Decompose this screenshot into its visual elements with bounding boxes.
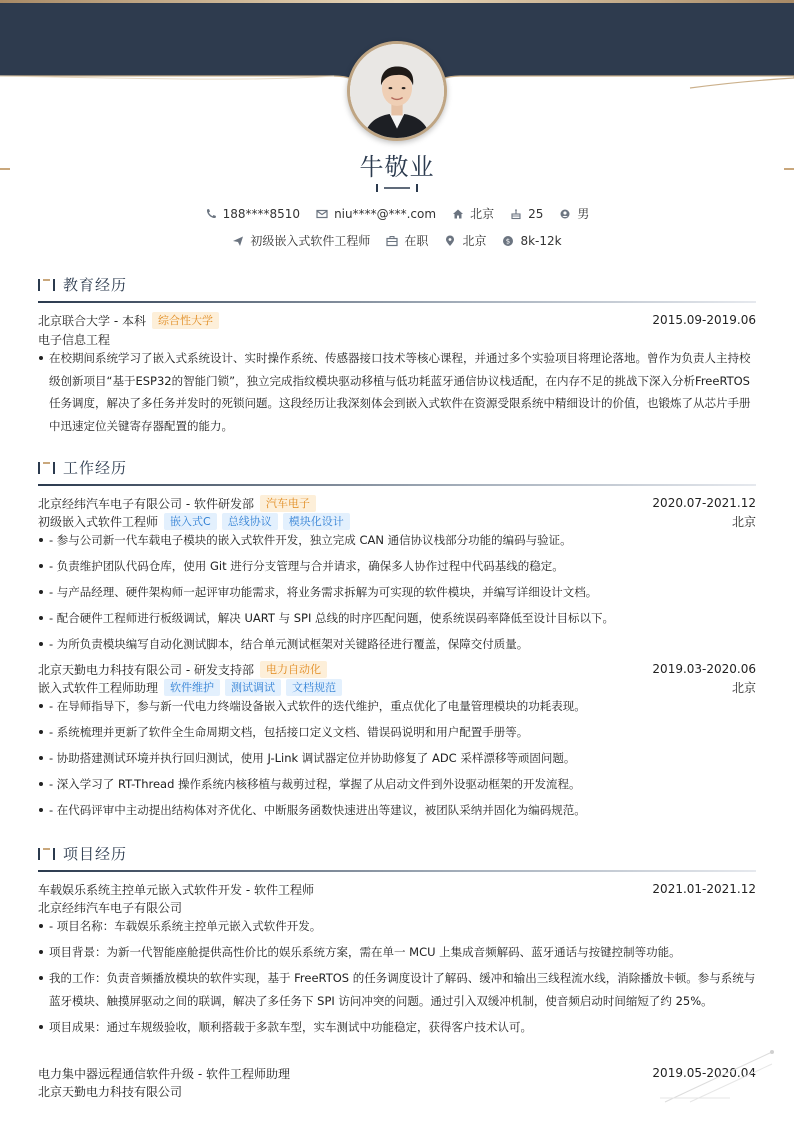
project-company-row bbox=[38, 898, 756, 916]
section-mark-icon bbox=[38, 461, 56, 475]
project-company: 北京经纬汽车电子有限公司 bbox=[38, 900, 183, 915]
project-name: 电力集中器远程通信软件升级 - 软件工程师助理 bbox=[38, 1066, 290, 1081]
section-divider bbox=[38, 870, 756, 872]
job-header bbox=[38, 494, 756, 512]
location-icon bbox=[444, 235, 456, 247]
job-city: 北京 bbox=[731, 680, 756, 695]
job-position: 嵌入式软件工程师助理 bbox=[38, 680, 159, 695]
section-mark-icon bbox=[38, 847, 56, 861]
project-header bbox=[38, 880, 756, 898]
contact-gender: 男 bbox=[559, 205, 589, 222]
school-name: 北京联合大学 - 本科 bbox=[38, 313, 146, 328]
intent-position: 初级嵌入式软件工程师 bbox=[232, 232, 370, 249]
list-item: - 参与公司新一代车载电子模块的嵌入式软件开发，独立完成 CAN 通信协议栈部分功能的编码与验证。 bbox=[38, 529, 756, 552]
gender-icon bbox=[559, 208, 571, 220]
section-projects bbox=[38, 841, 756, 869]
skill-tag: 总线协议 bbox=[222, 513, 278, 530]
job-position-row bbox=[38, 512, 756, 530]
skill-tag: 嵌入式C bbox=[164, 513, 217, 530]
briefcase-icon bbox=[386, 235, 398, 247]
job-city: 北京 bbox=[731, 514, 756, 529]
list-item: - 协助搭建测试环境并执行回归测试，使用 J-Link 调试器定位并协助修复了 ADC 采样漂移等顽固问题。 bbox=[38, 747, 756, 770]
mail-icon bbox=[316, 208, 328, 220]
job-bullets bbox=[38, 695, 756, 825]
section-work bbox=[38, 455, 756, 483]
list-item: - 系统梳理并更新了软件全生命周期文档，包括接口定义文档、错误码说明和用户配置手册等。 bbox=[38, 721, 756, 744]
list-item: - 深入学习了 RT-Thread 操作系统内核移植与裁剪过程，掌握了从启动文件到外设驱动框架的开发流程。 bbox=[38, 773, 756, 796]
list-item: - 为所负责模块编写自动化测试脚本，结合单元测试框架对关键路径进行覆盖，保障交付质量。 bbox=[38, 633, 756, 656]
list-item: 项目背景：为新一代智能座舱提供高性价比的娱乐系统方案，需在单一 MCU 上集成音频解码、蓝牙通话与按键控制等功能。 bbox=[38, 941, 756, 964]
job-date: 2019.03-2020.06 bbox=[652, 662, 756, 676]
home-icon bbox=[452, 208, 464, 220]
intent-salary: $ 8k-12k bbox=[502, 234, 561, 248]
section-divider bbox=[38, 301, 756, 303]
list-item: 我的工作：负责音频播放模块的软件实现，基于 FreeRTOS 的任务调度设计了解码、缓冲和输出三线程流水线，消除播放卡顿。参与系统与蓝牙模块、触摸屏驱动之间的联调，解决了多任务下 SPI 访问冲突的问题。通过引入双缓冲机制，使音频启动时间缩短了约 25%。 bbox=[38, 967, 756, 1012]
cake-icon bbox=[510, 208, 522, 220]
corner-decoration bbox=[660, 1050, 780, 1105]
contact-row bbox=[0, 205, 794, 222]
candidate-name: 牛敬业 bbox=[359, 153, 435, 181]
top-gold-rule bbox=[0, 0, 794, 3]
project-name: 车载娱乐系统主控单元嵌入式软件开发 - 软件工程师 bbox=[38, 882, 314, 897]
contact-city: 北京 bbox=[452, 205, 494, 222]
project-company-row bbox=[38, 1082, 756, 1100]
section-title: 教育经历 bbox=[63, 276, 128, 294]
skill-tag: 软件维护 bbox=[164, 679, 220, 696]
section-divider bbox=[38, 484, 756, 486]
industry-tag: 汽车电子 bbox=[260, 495, 316, 512]
list-item: - 负责维护团队代码仓库，使用 Git 进行分支管理与合并请求，确保多人协作过程中代码基线的稳定。 bbox=[38, 555, 756, 578]
major: 电子信息工程 bbox=[38, 332, 111, 347]
salary-icon bbox=[502, 235, 514, 247]
section-title: 项目经历 bbox=[63, 845, 128, 863]
project-date: 2021.01-2021.12 bbox=[652, 882, 756, 896]
contact-email: niu****@***.com bbox=[316, 207, 436, 221]
skill-tag: 测试调试 bbox=[225, 679, 281, 696]
education-major-row bbox=[38, 330, 756, 348]
project-header bbox=[38, 1064, 756, 1082]
industry-tag: 电力自动化 bbox=[260, 661, 327, 678]
intent-city: 北京 bbox=[444, 232, 486, 249]
section-title: 工作经历 bbox=[63, 459, 128, 477]
school-tag: 综合性大学 bbox=[152, 312, 219, 329]
contact-age: 25 bbox=[510, 207, 543, 221]
education-header bbox=[38, 311, 756, 329]
education-date: 2015.09-2019.06 bbox=[652, 313, 756, 327]
contact-phone: 188****8510 bbox=[205, 207, 300, 221]
skill-tag: 模块化设计 bbox=[283, 513, 350, 530]
list-item: - 在代码评审中主动提出结构体对齐优化、中断服务函数快速进出等建议，被团队采纳并固化为编码规范。 bbox=[38, 799, 756, 822]
name-divider bbox=[375, 183, 419, 193]
job-date: 2020.07-2021.12 bbox=[652, 496, 756, 510]
education-bullets bbox=[38, 347, 756, 441]
skill-tag: 文档规范 bbox=[286, 679, 342, 696]
list-item: 在校期间系统学习了嵌入式系统设计、实时操作系统、传感器接口技术等核心课程，并通过多个实验项目将理论落地。曾作为负责人主持校级创新项目“基于ESP32的智能门锁”，独立完成指纹模块驱动移植与低功耗蓝牙通信协议栈适配，在内存不足的挑战下深入分析FreeRTOS任务调度，解决了多任务并发时的死锁问题。这段经历让我深刻体会到嵌入式软件在资源受限系统中精细设计的价值，也锻炼了从芯片手册中迅速定位关键寄存器配置的能力。 bbox=[38, 347, 756, 437]
job-header bbox=[38, 660, 756, 678]
company-name: 北京天勤电力科技有限公司 - 研发支持部 bbox=[38, 662, 254, 677]
job-intent-row bbox=[0, 232, 794, 249]
project-date: 2019.05-2020.04 bbox=[652, 1066, 756, 1080]
phone-icon bbox=[205, 208, 217, 220]
project-bullets bbox=[38, 915, 756, 1042]
intent-status: 在职 bbox=[386, 232, 428, 249]
list-item: 项目成果：通过车规级验收，顺利搭载于多款车型，实车测试中功能稳定，获得客户技术认可。 bbox=[38, 1016, 756, 1039]
company-name: 北京经纬汽车电子有限公司 - 软件研发部 bbox=[38, 496, 254, 511]
job-position: 初级嵌入式软件工程师 bbox=[38, 514, 159, 529]
section-mark-icon bbox=[38, 278, 56, 292]
list-item: - 配合硬件工程师进行板级调试，解决 UART 与 SPI 总线的时序匹配问题，使系统误码率降低至设计目标以下。 bbox=[38, 607, 756, 630]
project-company: 北京天勤电力科技有限公司 bbox=[38, 1084, 183, 1099]
svg-text:$: $ bbox=[506, 237, 511, 245]
job-bullets bbox=[38, 529, 756, 659]
section-education bbox=[38, 272, 756, 300]
list-item: - 与产品经理、硬件架构师一起评审功能需求，将业务需求拆解为可实现的软件模块，并编写详细设计文档。 bbox=[38, 581, 756, 604]
list-item: - 在导师指导下，参与新一代电力终端设备嵌入式软件的迭代维护，重点优化了电量管理模块的功耗表现。 bbox=[38, 695, 756, 718]
avatar bbox=[347, 41, 447, 141]
job-position-row bbox=[38, 678, 756, 696]
list-item: - 项目名称：车载娱乐系统主控单元嵌入式软件开发。 bbox=[38, 915, 756, 938]
send-icon bbox=[232, 235, 244, 247]
